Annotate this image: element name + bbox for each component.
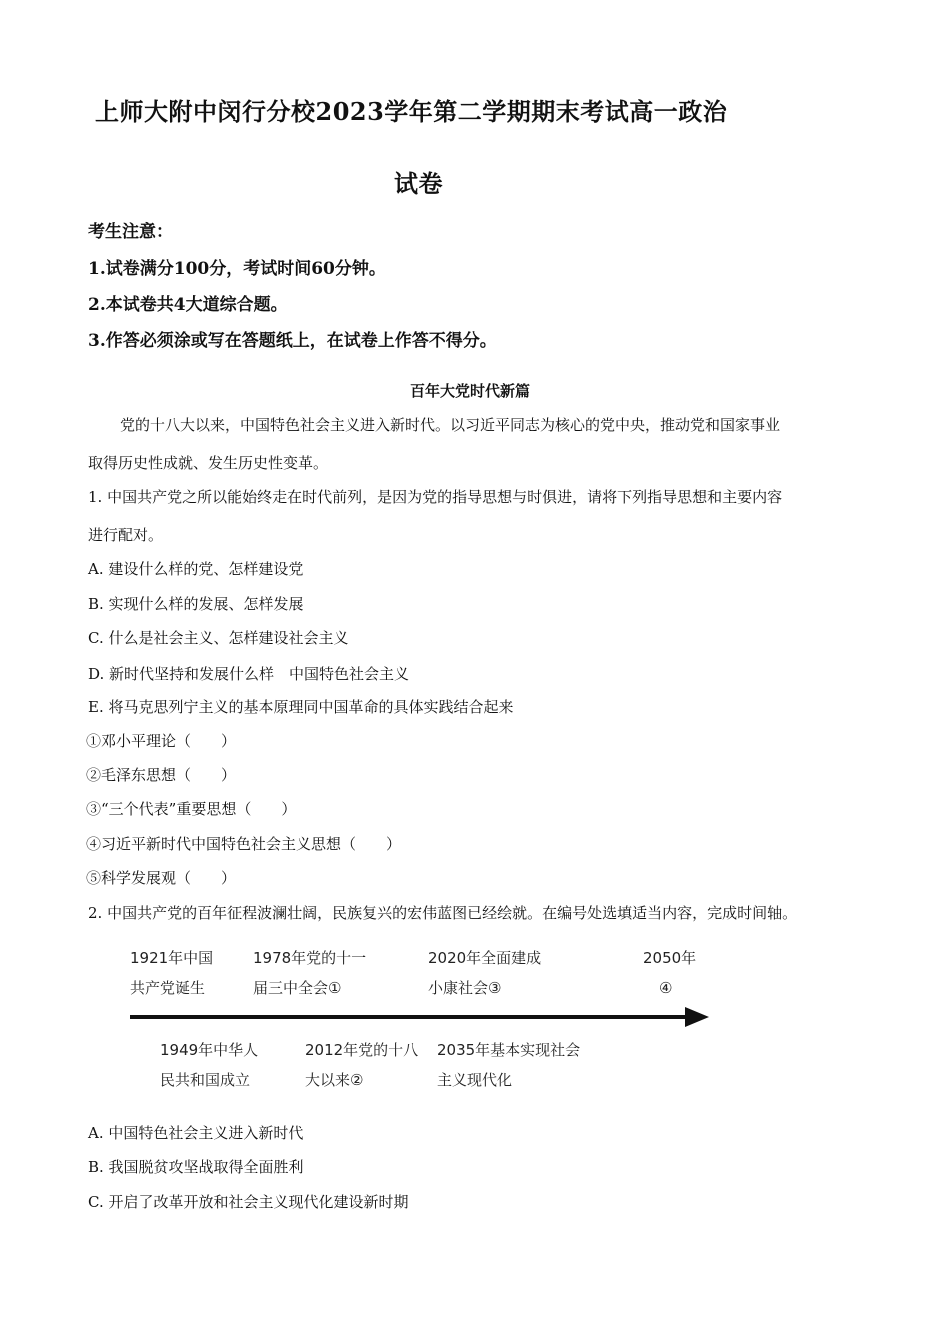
q1-option: B. 实现什么样的发展、怎样发展 (88, 595, 304, 613)
timeline-figure (115, 933, 718, 1098)
notice-heading: 考生注意： (88, 222, 173, 242)
q1-option: D. 新时代坚持和发展什么样 中国特色社会主义 (88, 665, 410, 683)
q1-option: A. 建设什么样的党、怎样建设党 (88, 560, 304, 578)
timeline-event-1949: 1949年中华人 民共和国成立 (160, 1041, 259, 1089)
q1-option: C. 什么是社会主义、怎样建设社会主义 (88, 629, 349, 647)
q2-option: A. 中国特色社会主义进入新时代 (88, 1124, 304, 1142)
notice-item: 1.试卷满分100分，考试时间60分钟。 (88, 259, 386, 279)
timeline-event-1921: 1921年中国 共产党诞生 (130, 949, 214, 997)
timeline-event-2050: 2050年 ④ (643, 949, 697, 997)
timeline-event-1978: 1978年党的十一 届三中全会① (253, 949, 367, 997)
q1-item: ④习近平新时代中国特色社会主义思想（ ） (86, 835, 402, 853)
section-intro: 党的十八大以来，中国特色社会主义进入新时代。以习近平同志为核心的党中央，推动党和国家事业 (120, 416, 781, 434)
q2-option: C. 开启了改革开放和社会主义现代化建设新时期 (88, 1193, 409, 1211)
notice-item: 3.作答必须涂或写在答题纸上，在试卷上作答不得分。 (88, 331, 497, 351)
q1-item: ①邓小平理论（ ） (86, 732, 237, 750)
q2-stem: 2. 中国共产党的百年征程波澜壮阔，民族复兴的宏伟蓝图已经绘就。在编号处选填适当内容，完成时间轴。 (88, 904, 798, 922)
q1-item: ③“三个代表”重要思想（ ） (86, 800, 297, 818)
timeline-arrow (115, 1003, 718, 1031)
notice-item: 2.本试卷共4大道综合题。 (88, 295, 288, 315)
timeline-event-2012: 2012年党的十八 大以来② (305, 1041, 419, 1089)
q1-item: ②毛泽东思想（ ） (86, 766, 237, 784)
section-title: 百年大党时代新篇 (410, 382, 531, 400)
q1-stem: 进行配对。 (88, 526, 164, 544)
timeline-event-2020: 2020年全面建成 小康社会③ (428, 949, 542, 997)
q2-option: B. 我国脱贫攻坚战取得全面胜利 (88, 1158, 304, 1176)
exam-title-line1: 上师大附中闵行分校2023学年第二学期期末考试高一政治 (95, 97, 728, 126)
q1-item: ⑤科学发展观（ ） (86, 869, 237, 887)
section-intro: 取得历史性成就、发生历史性变革。 (88, 454, 329, 472)
q1-option: E. 将马克思列宁主义的基本原理同中国革命的具体实践结合起来 (88, 698, 514, 716)
timeline-event-2035: 2035年基本实现社会 主义现代化 (437, 1041, 581, 1089)
q1-stem: 1. 中国共产党之所以能始终走在时代前列，是因为党的指导思想与时俱进，请将下列指导思想和主要内容 (88, 488, 783, 506)
exam-title-line2: 试卷 (394, 169, 443, 198)
